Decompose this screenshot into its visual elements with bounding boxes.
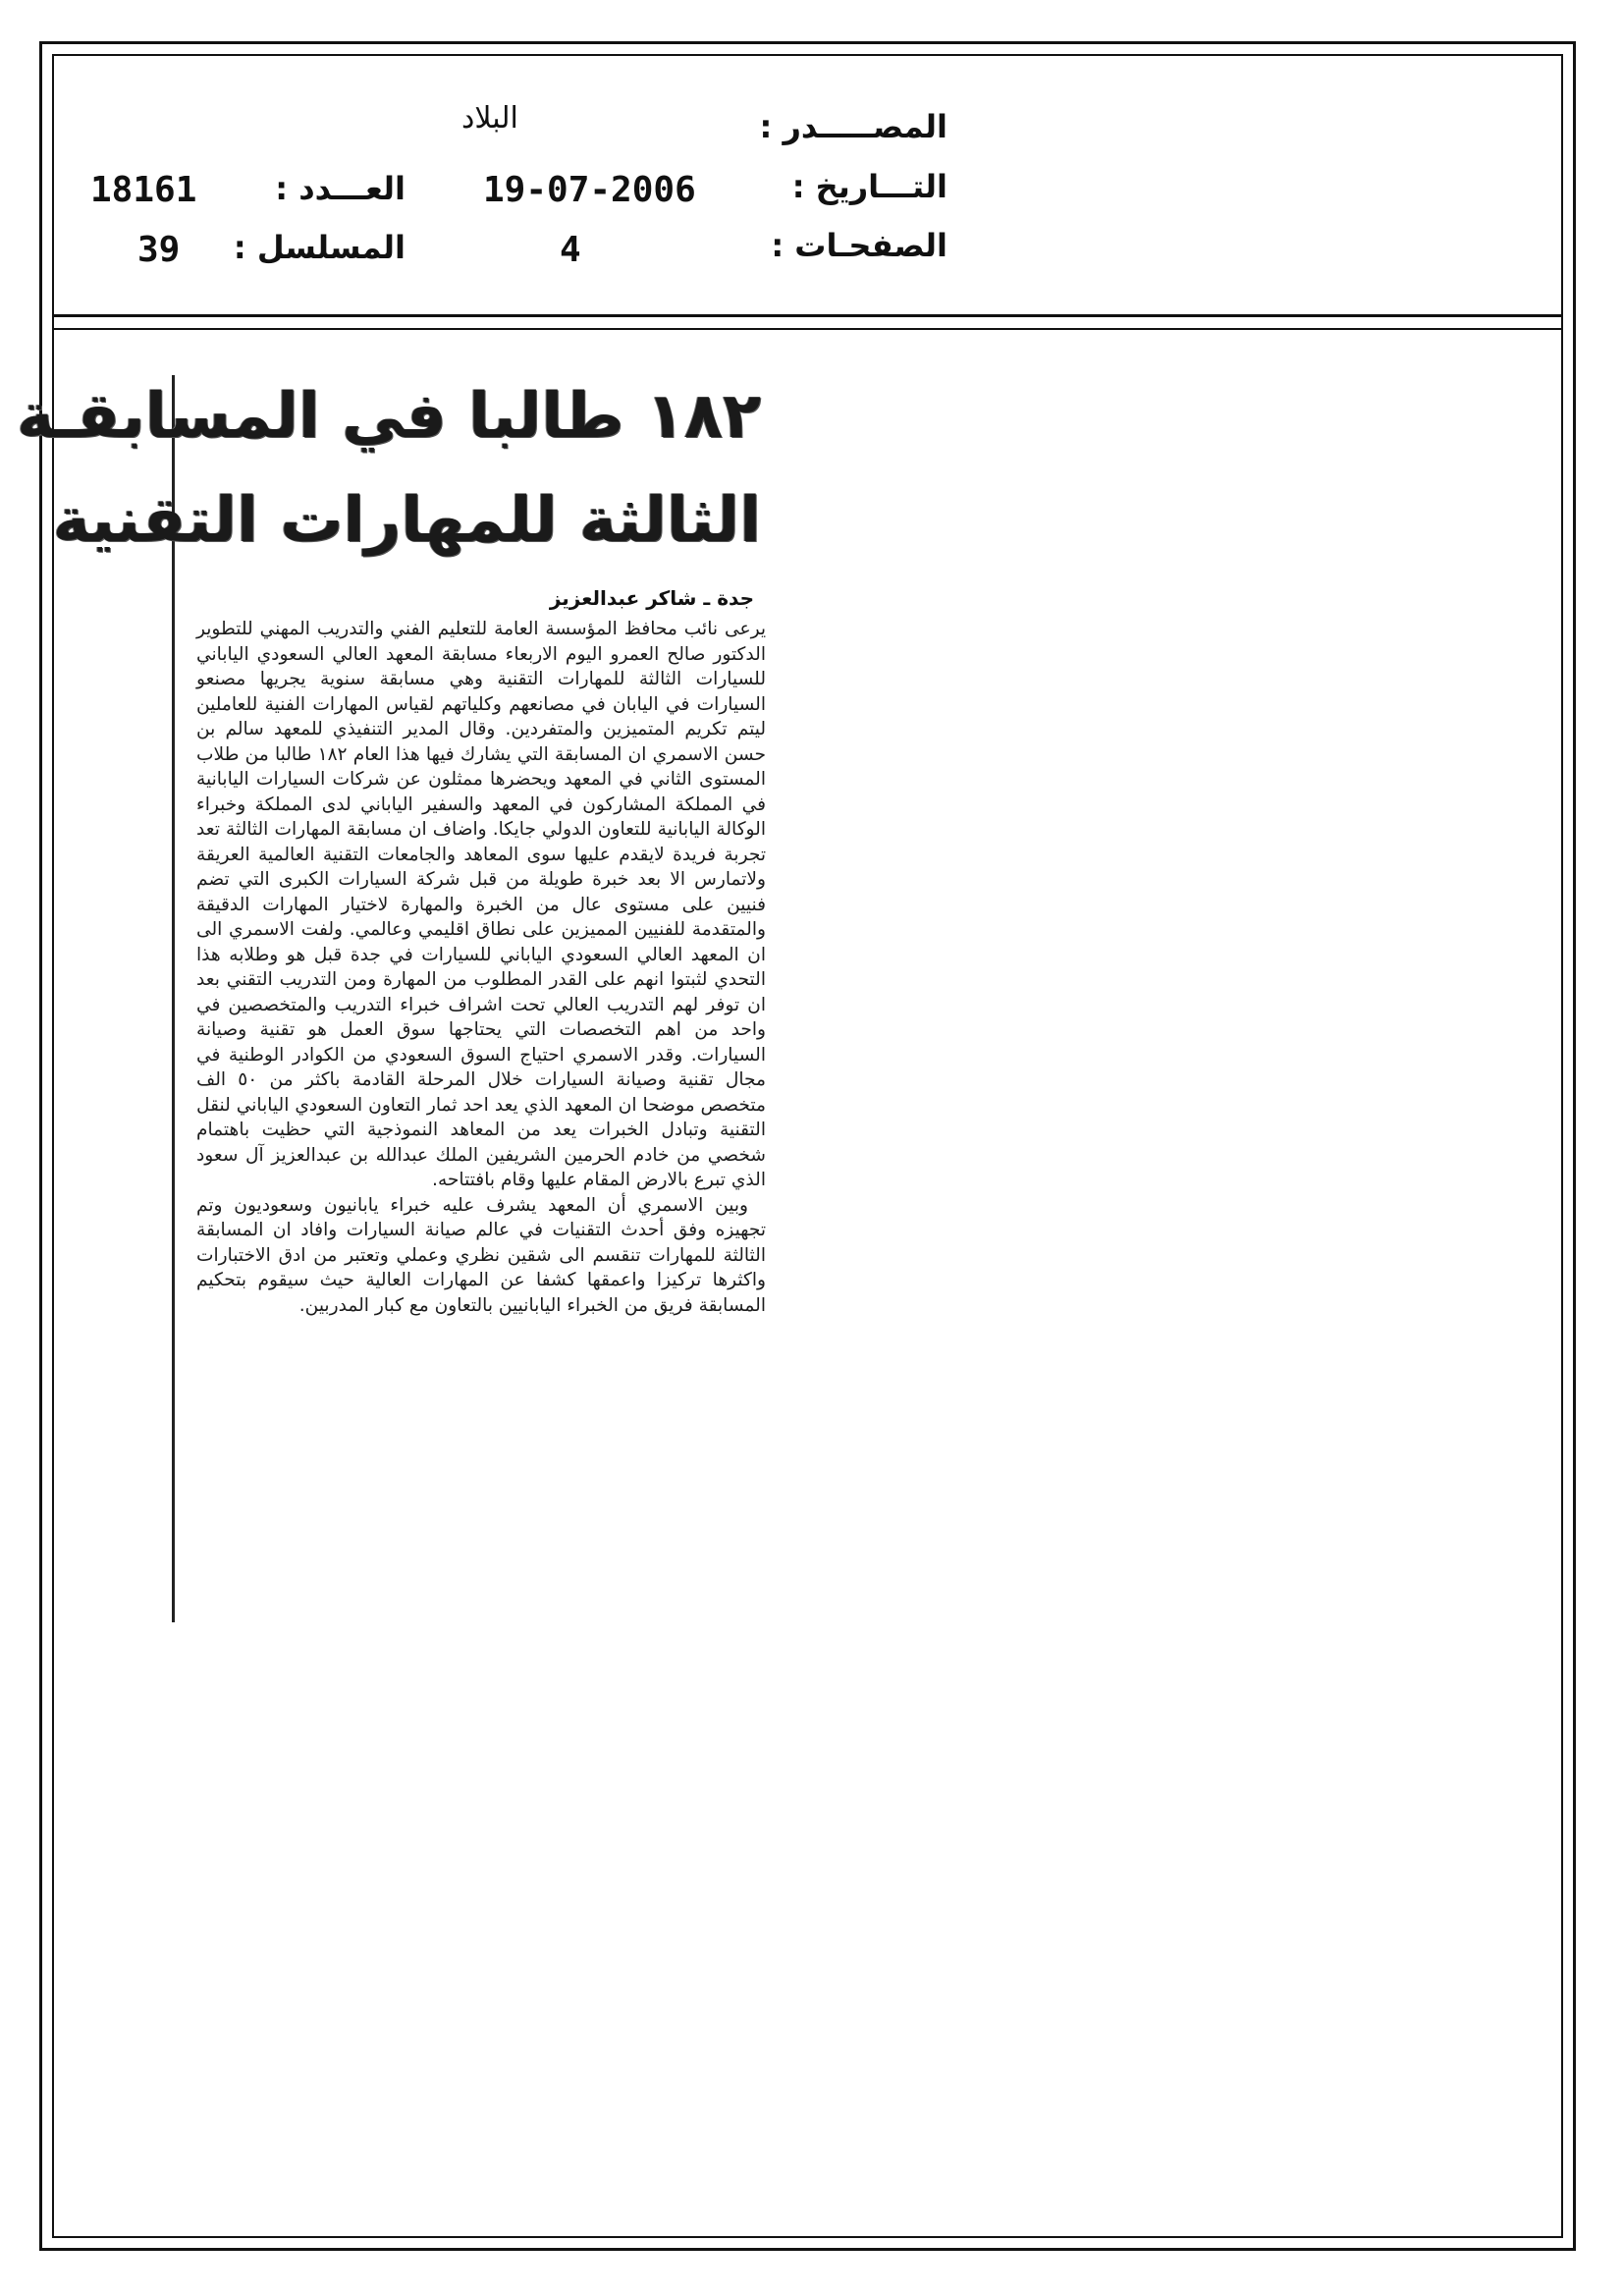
- source-value: البلاد: [461, 101, 518, 136]
- header-divider-thin: [52, 328, 1563, 330]
- article-headline-line-1: ١٨٢ طالبا في المسابقـة: [17, 380, 761, 453]
- article-column-rule: [172, 375, 175, 1622]
- issue-label: العـــدد :: [275, 170, 406, 207]
- pages-value: 4: [560, 230, 581, 270]
- article-headline-line-2: الثالثة للمهارات التقنية: [52, 484, 761, 557]
- article-body: [196, 617, 766, 1318]
- date-value: 19-07-2006: [483, 170, 696, 210]
- issue-value: 18161: [90, 170, 197, 210]
- date-label: التـــاريخ :: [791, 168, 947, 205]
- article-paragraph-2: وبين الاسمري أن المعهد يشرف عليه خبراء يابانيون وسعوديون وتم تجهيزه وفق أحدث التقنيات في عالم صيانة السيارات وافاد ان المسابقة الثالثة للمهارات تنقسم الى شقين نظري وعملي وتعتبر من ادق الاختبارات واكثرها تركيزا واعمقها كشفا عن المهارات العالية حيث سيقوم بتحكيم المسابقة فريق من الخبراء اليابانيين بالتعاون مع كبار المدربين.: [196, 1194, 766, 1316]
- pages-label: الصفحـات :: [771, 227, 947, 264]
- serial-value: 39: [137, 230, 181, 270]
- article-byline: جدة ـ شاكر عبدالعزيز: [549, 586, 754, 610]
- article-paragraph-1: يرعى نائب محافظ المؤسسة العامة للتعليم الفني والتدريب المهني للتطوير الدكتور صالح العمرو اليوم الاربعاء مسابقة المعهد العالي السعودي الياباني للسيارات الثالثة للمهارات التقنية وهي مسابقة سنوية يجريها مصنعو السيارات في اليابان في مصانعهم وكلياتهم لقياس المهارات الفنية للعاملين ليتم تكريم المتميزين والمتفردين. وقال المدير التنفيذي للمعهد سالم بن حسن الاسمري ان المسابقة التي يشارك فيها هذا العام ١٨٢ طالبا من طلاب المستوى الثاني في المعهد ويحضرها ممثلون عن شركات السيارات اليابانية في المملكة المشاركون في المعهد والسفير الياباني لدى المملكة وخبراء الوكالة اليابانية للتعاون الدولي جايكا. واضاف ان مسابقة المهارات الثالثة تعد تجربة فريدة لايقدم عليها سوى المعاهد والجامعات التقنية العالمية العريقة ولاتمارس الا بعد خبرة طويلة من قبل شركة السيارات الكبرى التي تضم فنيين على مستوى عال من الخبرة والمهارة لاختيار المهارات الدقيقة والمتقدمة للفنيين المميزين على نطاق اقليمي وعالمي. ولفت الاسمري الى ان المعهد العالي السعودي الياباني للسيارات في جدة قبل هو وطلابه هذا التحدي لثبتوا انهم على القدر المطلوب من المهارة ومن التدريب التقني بعد ان توفر لهم التدريب العالي تحت اشراف خبراء التدريب والمتخصصين في واحد من اهم التخصصات التي يحتاجها سوق العمل هو تقنية وصيانة السيارات. وقدر الاسمري احتياج السوق السعودي من الكوادر الوطنية في مجال تقنية وصيانة السيارات خلال المرحلة القادمة باكثر من ٥٠ الف متخصص موضحا ان المعهد الذي يعد احد ثمار التعاون السعودي الياباني لنقل التقنية وتبادل الخبرات يعد من المعاهد النموذجية التي حظيت باهتمام شخصي من خادم الحرمين الشريفين الملك عبدالله بن عبدالعزيز آل سعود الذي تبرع بالارض المقام عليها وقام بافتتاحه.: [196, 619, 766, 1190]
- source-label: المصـــــدر :: [759, 108, 947, 145]
- serial-label: المسلسل :: [233, 229, 406, 266]
- header-divider-thick: [52, 314, 1563, 317]
